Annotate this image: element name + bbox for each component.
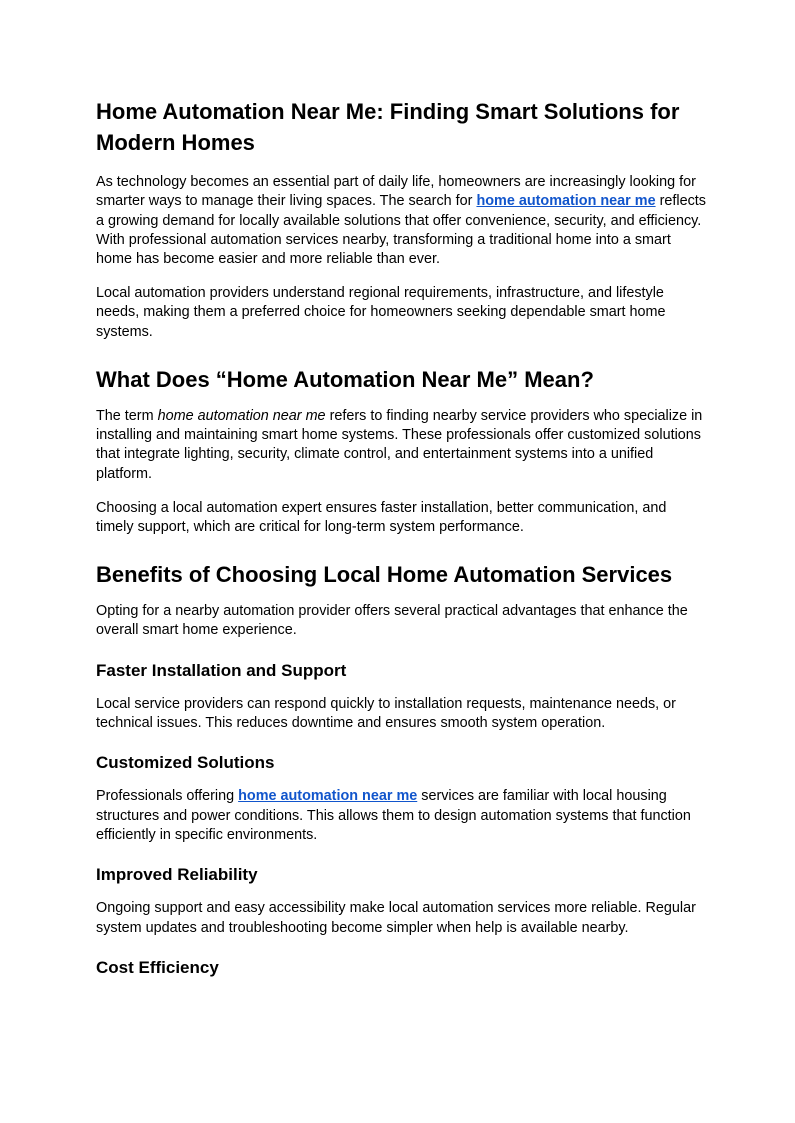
home-automation-link-1[interactable]: home automation near me — [476, 193, 656, 210]
intro-paragraph-1 — [96, 173, 706, 269]
customized-solutions-heading: Customized Solutions — [96, 753, 275, 773]
meaning-heading: What Does “Home Automation Near Me” Mean? — [96, 366, 594, 392]
meaning-text-before: The term — [96, 407, 158, 424]
meaning-paragraph-1 — [96, 407, 706, 484]
customized-solutions-text — [96, 787, 706, 845]
improved-reliability-text: Ongoing support and easy accessibility make local automation services more reliable. Regular system updates and troubleshooting become simpler when help is available nearby. — [96, 900, 696, 936]
cost-efficiency-heading: Cost Efficiency — [96, 957, 219, 977]
meaning-text-after: refers to finding nearby service providers who specialize in installing and maintaining smart home systems. These professionals offer customized solutions that integrate lighting, security, climate control, and entertainment systems into a unified platform. — [96, 407, 703, 482]
page-title: Home Automation Near Me: Finding Smart Solutions for Modern Homes — [96, 99, 680, 155]
customized-text-before: Professionals offering — [96, 788, 239, 805]
meaning-paragraph-2: Choosing a local automation expert ensures faster installation, better communication, and timely support, which are critical for long-term system performance. — [96, 499, 667, 535]
customized-text-after: services are familiar with local housing structures and power conditions. This allows them to design automation systems that function efficiently in specific environments. — [96, 788, 691, 843]
faster-installation-text: Local service providers can respond quickly to installation requests, maintenance needs, or technical issues. This reduces downtime and ensures smooth system operation. — [96, 695, 676, 732]
improved-reliability-heading: Improved Reliability — [96, 865, 258, 885]
benefits-intro: Opting for a nearby automation provider offers several practical advantages that enhance the overall smart home experience. — [96, 603, 688, 639]
intro-paragraph-2: Local automation providers understand regional requirements, infrastructure, and lifestyle needs, making them a preferred choice for homeowners seeking dependable smart home systems. — [96, 284, 666, 340]
document-page — [96, 96, 706, 992]
intro-text-before: As technology becomes an essential part of daily life, homeowners are increasingly looking for smarter ways to manage their living spaces. The search for — [96, 174, 696, 210]
home-automation-link-2[interactable]: home automation near me — [238, 788, 418, 805]
benefits-heading: Benefits of Choosing Local Home Automation Services — [96, 562, 673, 588]
meaning-emphasis: home automation near me — [157, 407, 326, 424]
faster-installation-heading: Faster Installation and Support — [96, 660, 347, 680]
intro-text-after: reflects a growing demand for locally available solutions that offer convenience, security, and efficiency. With professional automation services nearby, transforming a traditional home into a smart home has become easier and more reliable than ever. — [96, 193, 706, 268]
